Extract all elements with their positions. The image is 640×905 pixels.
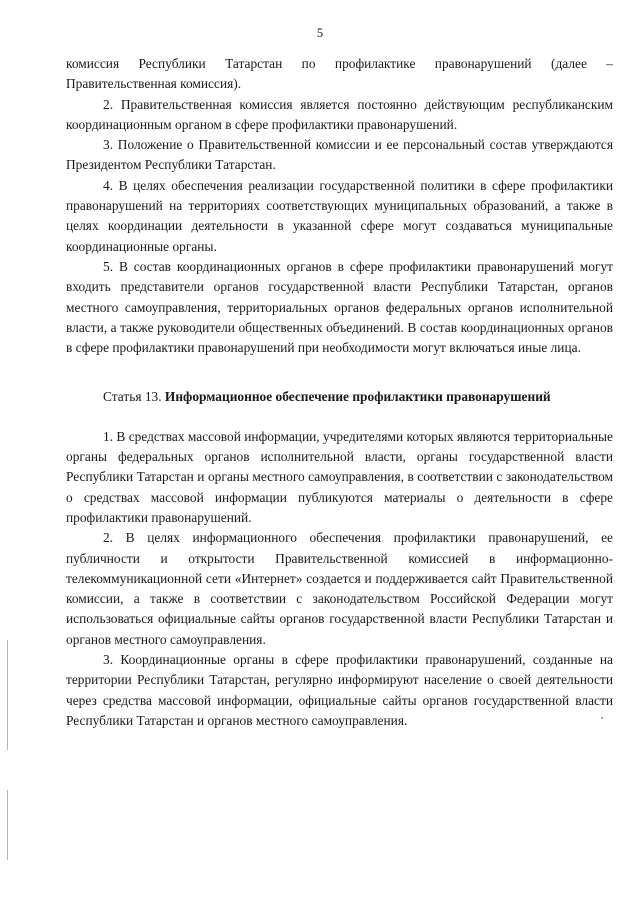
- document-body: [66, 54, 613, 731]
- paragraph-article13-clause-1: 1. В средствах массовой информации, учредителями которых являются территориальные органы федеральных органов исполнительной власти, органы государственной власти Республики Татарстан и органы местного самоуправления, в соответствии с законодательством о средствах массовой информации публикуются материалы о деятельности в сфере профилактики правонарушений.: [66, 428, 613, 525]
- paragraph-clause-2: 2. Правительственная комиссия является постоянно действующим республиканским координационным органом в сфере профилактики правонарушений.: [66, 96, 613, 132]
- paragraph-clause-3: 3. Положение о Правительственной комиссии и ее персональный состав утверждаются Президентом Республики Татарстан.: [66, 137, 613, 173]
- article-heading: [66, 387, 613, 407]
- scan-edge-mark: [7, 640, 8, 750]
- paragraph-article13-clause-3: 3. Координационные органы в сфере профилактики правонарушений, созданные на территории Республики Татарстан, регулярно информируют население о своей деятельности через средства массовой информации, официальные сайты органов государственной власти Республики Татарстан и органов местного самоуправления.: [66, 652, 613, 728]
- page-number: 5: [316, 26, 324, 40]
- paragraph-continuation: комиссия Республики Татарстан по профилактике правонарушений (далее – Правительственная комиссия).: [66, 56, 613, 92]
- paragraph-clause-4: 4. В целях обеспечения реализации государственной политики в сфере профилактики правонарушений на территориях соответствующих муниципальных образований, а также в целях координации деятельности в указанной сфере могут создаваться муниципальные координационные органы.: [66, 177, 613, 254]
- scan-edge-mark: [7, 790, 8, 860]
- paragraph-clause-5: 5. В состав координационных органов в сфере профилактики правонарушений могут входить представители органов государственной власти Республики Татарстан, органов местного самоуправления, территориальных органов федеральных органов исполнительной власти, а также руководители общественных объединений. В состав координационных органов в сфере профилактики правонарушений при необходимости могут включаться иные лица.: [66, 258, 613, 356]
- article-title: Информационное обеспечение профилактики правонарушений: [164, 389, 551, 405]
- paragraph-article13-clause-2: 2. В целях информационного обеспечения профилактики правонарушений, ее публичности и открытости Правительственной комиссией в информационно-телекоммуникационной сети «Интернет» создается и поддерживается сайт Правительственной комиссии, а также в соответствии с законодательством Российской Федерации могут использоваться официальные сайты органов государственной власти Республики Татарстан и органов местного самоуправления.: [66, 530, 613, 647]
- article-prefix: Статья 13.: [103, 389, 165, 405]
